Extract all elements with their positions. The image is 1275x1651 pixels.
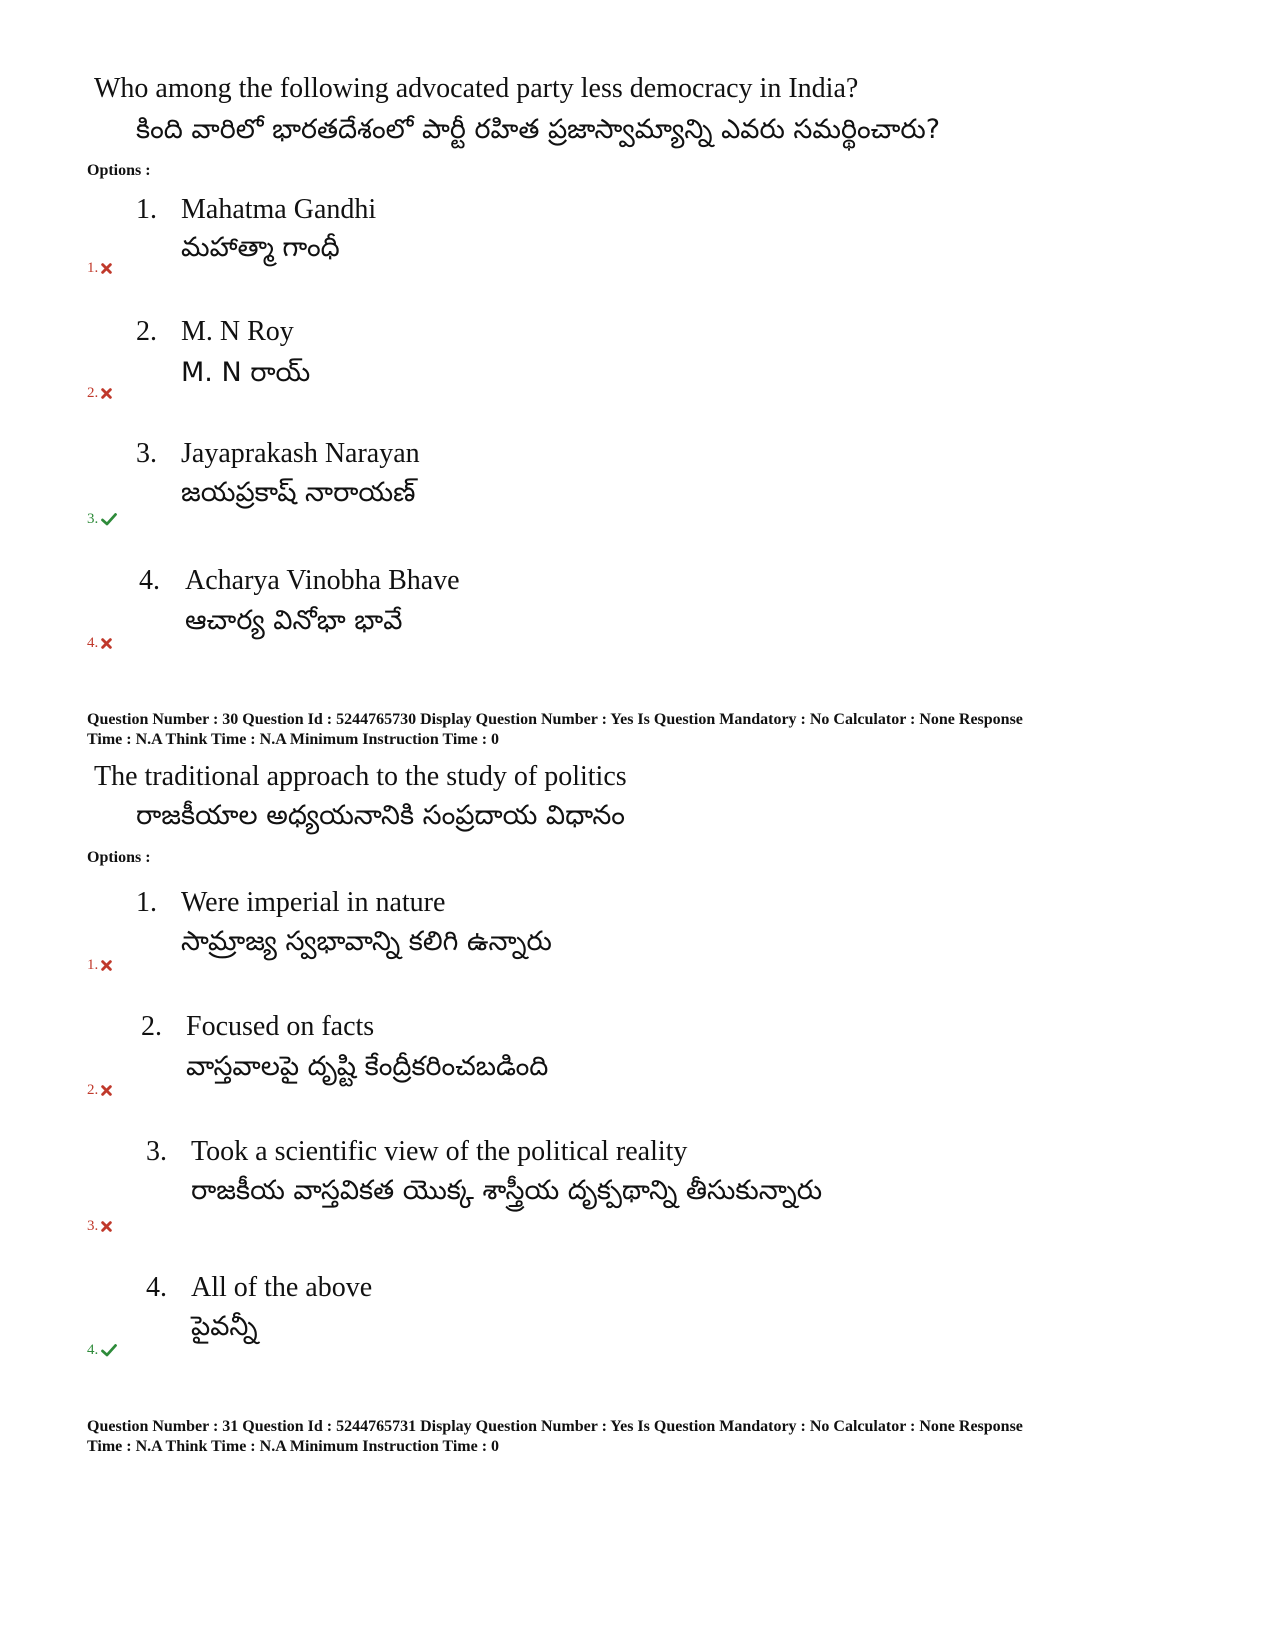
cross-icon <box>101 1085 112 1096</box>
option-text-te: రాజకీయ వాస్తవికత యొక్క శాస్త్రీయ దృక్పథాన్ని తీసుకున్నారు <box>191 1175 823 1206</box>
option-number: 4. <box>146 1272 167 1303</box>
option-mark-number: 3. <box>87 1218 99 1234</box>
question-30-text-te: రాజకీయాల అధ్యయనానికి సంప్రదాయ విధానం <box>136 800 625 831</box>
option-text-te: మహాత్మా గాంధీ <box>181 232 340 263</box>
check-icon <box>101 1344 117 1357</box>
option-text-te: వాస్తవాలపై దృష్టి కేంద్రీకరించబడింది <box>186 1051 549 1082</box>
option-mark-number: 3. <box>87 511 99 527</box>
option-number: 3. <box>136 438 157 469</box>
option-mark-number: 1. <box>87 957 99 973</box>
cross-icon <box>101 638 112 649</box>
option-text-en: All of the above <box>191 1272 373 1303</box>
option-mark-number: 2. <box>87 385 99 401</box>
option-text-te: పైవన్నీ <box>191 1311 258 1342</box>
option-mark-wrong <box>87 385 112 402</box>
question-meta-line: Question Number : 30 Question Id : 5244765730 Display Question Number : Yes Is Question Mandatory : No Calculator : None Response <box>87 711 1023 728</box>
question-29-text-te: కింది వారిలో భారతదేశంలో పార్టీ రహిత ప్రజాస్వామ్యాన్ని ఎవరు సమర్థించారు? <box>136 114 941 145</box>
option-number: 2. <box>141 1011 162 1042</box>
option-number: 1. <box>136 194 157 225</box>
question-meta-line: Question Number : 31 Question Id : 5244765731 Display Question Number : Yes Is Question Mandatory : No Calculator : None Response <box>87 1418 1023 1435</box>
cross-icon <box>101 1221 112 1232</box>
option-mark-correct <box>87 511 117 528</box>
option-mark-wrong <box>87 957 112 974</box>
option-text-en: Jayaprakash Narayan <box>181 438 420 469</box>
option-text-en: Were imperial in nature <box>181 887 446 918</box>
option-text-en: Mahatma Gandhi <box>181 194 377 225</box>
question-30-text-en: The traditional approach to the study of politics <box>94 761 627 792</box>
question-meta <box>87 710 1207 750</box>
option-mark-wrong <box>87 1082 112 1099</box>
option-text-te: ఆచార్య వినోభా భావే <box>185 605 403 636</box>
cross-icon <box>101 960 112 971</box>
options-label: Options : <box>87 849 151 866</box>
option-text-en: Focused on facts <box>186 1011 375 1042</box>
option-mark-number: 1. <box>87 260 99 276</box>
option-number: 2. <box>136 316 157 347</box>
option-mark-wrong <box>87 1218 112 1235</box>
option-mark-wrong <box>87 260 112 277</box>
option-text-te: M. N రాయ్ <box>181 357 311 388</box>
option-number: 3. <box>146 1136 167 1167</box>
question-meta-line: Time : N.A Think Time : N.A Minimum Instruction Time : 0 <box>87 731 500 748</box>
question-meta <box>87 1417 1207 1457</box>
option-text-en: M. N Roy <box>181 316 294 347</box>
check-icon <box>101 513 117 526</box>
option-text-en: Acharya Vinobha Bhave <box>185 565 460 596</box>
option-mark-wrong <box>87 635 112 652</box>
question-29-text-en: Who among the following advocated party less democracy in India? <box>94 73 859 104</box>
options-label: Options : <box>87 162 151 179</box>
option-mark-correct <box>87 1342 117 1359</box>
question-meta-line: Time : N.A Think Time : N.A Minimum Instruction Time : 0 <box>87 1438 500 1455</box>
option-text-en: Took a scientific view of the political reality <box>191 1136 688 1167</box>
option-number: 1. <box>136 887 157 918</box>
option-text-te: జయప్రకాష్ నారాయణ్ <box>181 477 416 508</box>
cross-icon <box>101 263 112 274</box>
cross-icon <box>101 388 112 399</box>
option-text-te: సామ్రాజ్య స్వభావాన్ని కలిగి ఉన్నారు <box>181 926 552 957</box>
option-mark-number: 2. <box>87 1082 99 1098</box>
option-mark-number: 4. <box>87 635 99 651</box>
option-number: 4. <box>139 565 160 596</box>
option-mark-number: 4. <box>87 1342 99 1358</box>
